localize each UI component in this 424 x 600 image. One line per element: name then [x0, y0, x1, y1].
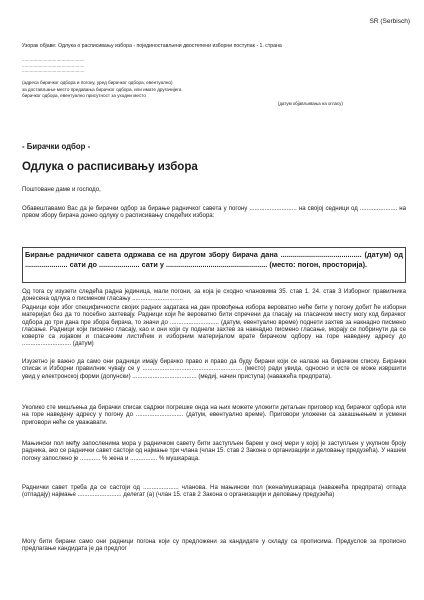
- paragraph: Обавештавамо Вас да је бирачки одбор за бирање радничког савета у погону ............................ на својој седници од ...................... на првом збору бирача донео одлуку о расписивању следећих избора:: [22, 205, 406, 220]
- sender-note-2: за достављање место предавања бирачког одбора, или имате другачијега бирачког одбора, евентуално присутност за уходни место: [22, 87, 182, 98]
- language-code: SR (Serbisch): [369, 18, 410, 25]
- sender-line: .................................................: [22, 57, 85, 62]
- document-header: Узорак објаве: Одлука о расписивању избора - појединостављени двостепени изборни поступак - 1. страна: [22, 43, 282, 49]
- paragraph: Мањински пол међу запосленима мора у радничком савету бити заступљен барем у оној мери у којој је заступљен у укупном броју радника, ако се раднички савет састоји од најмање три члана (члан 15. став 2 Закона о организацији и деловању предузећа). У нашем погону запослено је ............ % жена и ................ % мушкараца.: [22, 440, 407, 462]
- election-info-text: Бирање радничког савета одржава се на другом збору бирача дана ........................................ (датум) од ..................... сати до .................... сати у .................................................. (место: погон, просторија).: [25, 250, 403, 269]
- paragraph: Могу бити бирани само они радници погона који су предложени за кандидате у складу са прописима. Предуслов за прописно предлагање кандидата је да предлог: [22, 538, 406, 553]
- paragraph: Радници који због специфичности својих радних задатака на дан провођења избора вероватно неће бити у погону добит ће изборни материјал без да то посебно захтевају. Радници који ће вероватно бити спречени да гласају на гласачком месту могу код бирачког одбора до три дана пре збора бирача, то значи до ............................. (датум, евентуално време) поднети захтев за накнадно писмено гласање. Радници који писмено гласају, као и они који су поднели захтев за накнадно писмено гласање, морају се побринути да се коверте са изјавом и гласачким листићем и изборним материјалом врате бирачком одбору на горе наведену адресу до ............................. (датум): [22, 304, 406, 348]
- sender-line: .................................................: [22, 68, 85, 74]
- paragraph: Раднички савет треба да се састоји од ..................... чланова. На мањински пол (жена/мушкараца (наважећа предпрата) отпада (отпадају) најмање .......................... делегат (а) (члан 15. став 2 Закона о организацији и деловању предузећа): [22, 484, 406, 499]
- paragraph: Изузетно је важно да само они радници имају бирачко право и право да буду бирани који се налазе на бирачком списку. Бирачки списак и Изборни правилник чувају се у ........................................................... (место) ради увида, односно и исте се може извршити увид у електронској форми (допунски) ...................................... (медиј, начин приступа) (наважећа предпрата).: [22, 358, 406, 380]
- paragraph: Од тога су изузети следећа радна јединица, мали погони, за која је сходно члановима 35. став 1. 24. став 3 Изборног правилника донесена одлука о писменом гласању ..............................: [22, 288, 406, 303]
- sender-block: [22, 57, 192, 99]
- election-info-box: [22, 247, 406, 283]
- salutation: Поштоване даме и господо,: [22, 186, 101, 193]
- sender-note: (адреса бирачког одбора и погону, уред бирачког одбора, евентуално): [22, 79, 173, 85]
- date-stamp: (датум објављивања на огласу): [278, 101, 343, 106]
- paragraph: Уколико сте мишљења да бирачки списак садржи погрешке онда на њих можете уложити детаљан приговор код бирачког одбора или на горе наведену адресу у погону до ............................ (датум, евентуално време). Приговори уложени са закашњењем и усмени приговори неће се уважавати.: [22, 404, 406, 426]
- section-heading: - Бирачки одбор -: [22, 142, 91, 151]
- sender-line: .................................................: [22, 62, 85, 68]
- document-title: Одлука о расписивању избора: [22, 161, 198, 173]
